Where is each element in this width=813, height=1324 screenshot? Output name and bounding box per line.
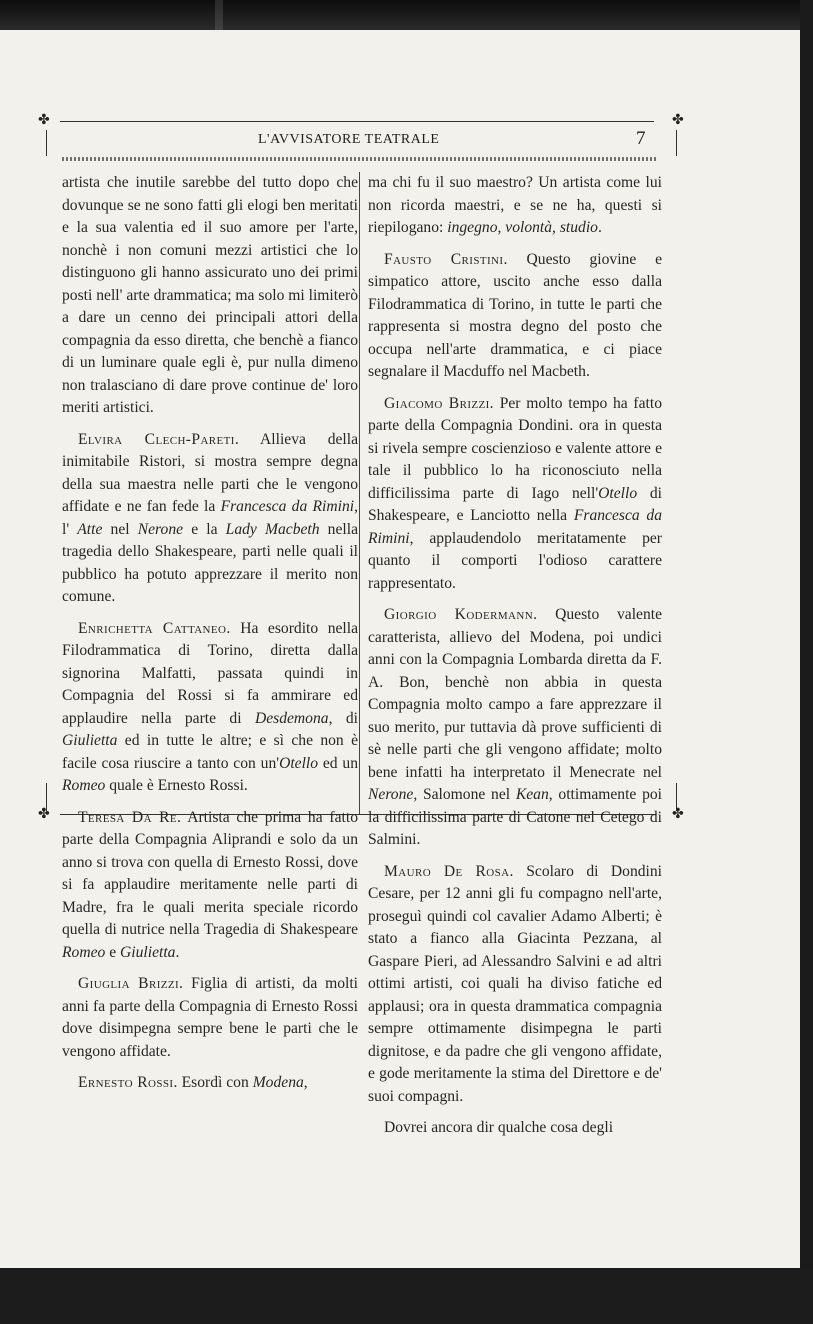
paragraph-text: Scolaro di Dondini Cesare, per 12 anni gli fu compagno nell'arte, proseguì quindi col cavalier Adamo Alberti; è stato a fianco alla Giacinta Pezzana, al Gaspare Pieri, ad Alessandro Salvini e ad altri ottimi artisti, coi quali ha diviso fatiche ed applausi; ora in questa drammatica compagnia sempre ottimamente disimpegna le parti dignitose, e da padre che gli vengono affidate, e gode meritamente la stima del Direttore e de' suoi compagni. [368, 862, 663, 1105]
actor-name: Giuglia Brizzi. [78, 975, 184, 992]
paragraph-text: e la [183, 520, 226, 538]
italic-title: Modena [252, 1074, 304, 1091]
paragraph-text: Esordì con [177, 1074, 253, 1091]
page-number: 7 [636, 128, 646, 149]
paragraph [62, 807, 358, 965]
paragraph-text: quale è Ernesto Rossi. [105, 777, 248, 794]
paragraph-text: , applaudendolo meritatamente per quanto il comporti l'odioso carattere rappresentato. [368, 529, 662, 592]
paragraph-text: artista che inutile sarebbe del tutto dopo che dovunque se ne sono fatti gli elogi ben meritati e la sua valentia ed il suo amore per l'arte, nonchè i non comuni mezzi artistici che lo distinguono gli hanno assicurato uno dei primi posti nell' arte drammatica; ma solo mi limiterò a dare un cenno dei principali attori della compagnia da esso diretta, che benchè a fianco di un luminare quale egli è, pur nulla dimeno non tralasciano di dare prove continue de' loro meriti artistici. [62, 174, 358, 416]
actor-name: Giacomo Brizzi. [384, 394, 494, 412]
paragraph [62, 429, 358, 609]
paragraph [62, 172, 358, 420]
paragraph-text: Questo valente caratterista, allievo del Modena, poi undici anni con la Compagnia Lombarda diretta da F. A. Bon, benchè non abbia in questa Compagnia molto campo a fare apprezzare il suo merito, pur tuttavia dà prove sufficienti di sè nelle parti che gli vengono affidate; molto bene infatti ha interpretato il Menecrate nel [368, 606, 663, 781]
paragraph-text: Allieva della inimitabile Ristori, si mostra sempre degna della sua maestra nelle parti che le vengono affidate e ne fan fede la [62, 430, 359, 515]
paragraph [368, 393, 662, 596]
paragraph-text: ed un [318, 754, 359, 772]
italic-title: Romeo [62, 943, 106, 961]
paragraph [368, 861, 662, 1109]
paragraph [368, 172, 662, 240]
header-bottom-ornament [62, 157, 658, 161]
paragraph-text: di Shakespeare, e Lanciotto nella [368, 484, 663, 524]
paragraph-text: Dovrei ancora dir qualche cosa degli [384, 1119, 614, 1136]
paragraph-text: , l' [62, 498, 358, 538]
actor-name: Elvira Clech-Pareti. [78, 430, 240, 448]
paragraph-text: . [597, 219, 602, 236]
paragraph [62, 973, 358, 1063]
frame-left-line [46, 130, 47, 156]
actor-name: Teresa Da Re. [78, 808, 182, 826]
running-header [90, 128, 660, 152]
actor-name: Mauro De Rosa. [384, 862, 514, 880]
paragraph-text: Questo giovine e simpatico attore, uscito anche esso dalla Filodrammatica di Torino, in tutte le parti che rappresenta si mostra degno del posto che occupa nell'arte drammatica, e ci piace segnalare il Macduffo nel Macbeth. [368, 250, 662, 380]
paragraph-text: , [303, 1074, 308, 1091]
column-divider [359, 172, 360, 814]
paragraph-text: e [105, 943, 121, 961]
scan-top-border [0, 0, 813, 30]
italic-title: Nerone [368, 786, 414, 803]
right-column [368, 172, 662, 1149]
corner-ornament-top-right: ✤ [672, 113, 684, 128]
paragraph [62, 618, 358, 798]
header-top-rule [60, 121, 654, 122]
corner-ornament-bottom-right: ✤ [672, 807, 684, 822]
running-title: L'AVVISATORE TEATRALE [258, 132, 440, 147]
italic-title: Francesca da Rimini [220, 498, 355, 515]
paragraph [368, 249, 662, 384]
paragraph-text: , Salomone nel [413, 786, 516, 803]
italic-title: Desdemona [254, 709, 329, 727]
scan-right-border [800, 0, 813, 1324]
scan-bottom-border [0, 1268, 813, 1324]
paragraph-text: Per molto tempo ha fatto parte della Compagnia Dondini. ora in questa si rivela sempre coscienzioso e valente attore e tale il pubblico lo ha riconosciuto nella difficilissima parte di Iago nell' [368, 394, 662, 502]
corner-ornament-top-left: ✤ [38, 113, 50, 128]
paragraph-text: , ottimamente poi la difficilissima parte di Catone nel Cetego di Salmini. [368, 786, 662, 848]
actor-name: Fausto Cristini. [384, 250, 508, 268]
paragraph [62, 1072, 358, 1095]
paragraph-text: nel [102, 520, 138, 538]
actor-name: Enrichetta Cattaneo. [78, 619, 231, 637]
paragraph-text: nella tragedia dello Shakespeare, parti nelle quali il pubblico ha potuto apprezzare il merito non comune. [62, 520, 358, 605]
italic-title: Lady Macbeth [225, 520, 320, 538]
paragraph-text: , di [328, 709, 358, 727]
frame-right-line [676, 130, 677, 156]
italic-title: Giulietta [62, 732, 118, 749]
italic-title: Romeo [62, 777, 106, 794]
paragraph-text: Artista che prima ha fatto parte della Compagnia Aliprandi e solo da un anno si trova con quella di Ernesto Rossi, dove si fa applaudire meritamente nelle parti di Madre, fra le quali merita speciale ricordo quella di nutrice nella Tragedia di Shakespeare [62, 808, 358, 938]
paragraph-text: Ha esordito nella Filodrammatica di Torino, diretta dalla signorina Malfatti, passata quindi in Compagnia del Rossi si fa ammirare ed applaudire nella parte di [62, 619, 358, 727]
actor-name: Ernesto Rossi. [78, 1074, 178, 1091]
paragraph [368, 1117, 662, 1140]
italic-title: Atte [77, 520, 103, 538]
italic-title: Nerone [137, 520, 184, 538]
left-column [62, 172, 358, 1104]
paragraph-text: ed in tutte le altre; e sì che non è facile cosa riuscire a tanto con un' [62, 732, 358, 772]
italic-title: Giulietta [120, 943, 176, 961]
italic-title: Francesca da Rimini [368, 507, 663, 547]
paragraph-text: . [175, 943, 180, 961]
paragraph [368, 604, 662, 852]
italic-title: Otello [279, 754, 319, 772]
paragraph-text: ma chi fu il suo maestro? Un artista come lui non ricorda maestri, e se ne ha, questi si riepilogano: [368, 174, 662, 236]
italic-title: Kean [515, 786, 549, 803]
paragraph-text: Figlia di artisti, da molti anni fa parte della Compagnia di Ernesto Rossi dove disimpegna sempre bene le parti che le vengono affidate. [62, 975, 358, 1060]
corner-ornament-bottom-left: ✤ [38, 807, 50, 822]
italic-title: Otello [598, 484, 638, 502]
italic-title: ingegno, volontà, studio [447, 219, 598, 236]
actor-name: Giorgio Kodermann. [384, 606, 538, 623]
